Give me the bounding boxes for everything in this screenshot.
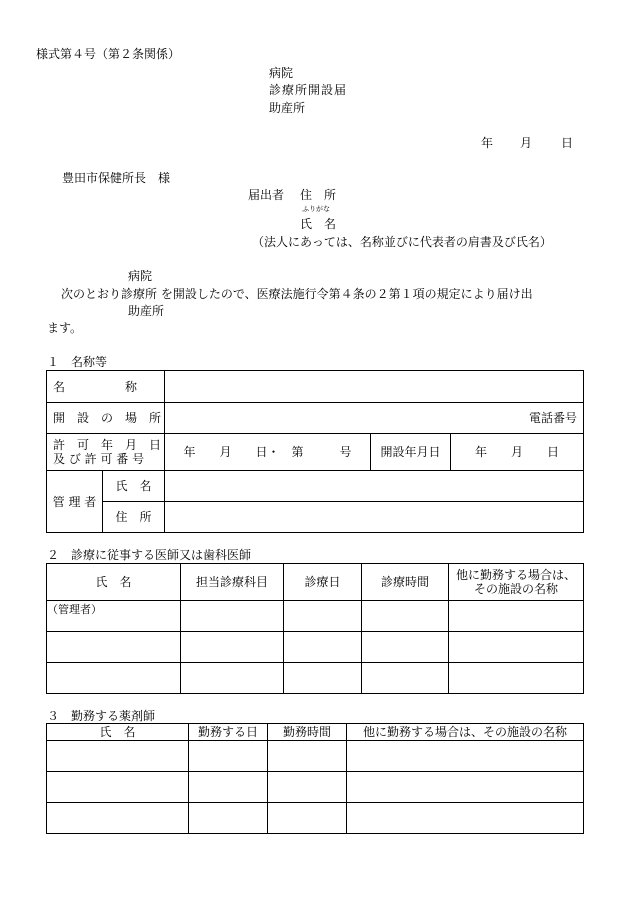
section1-table — [46, 370, 584, 533]
doc-title-clinic: 診療所開設届 — [269, 83, 348, 97]
table-cell[interactable] — [347, 741, 584, 772]
table-cell[interactable] — [181, 601, 284, 632]
table-cell[interactable] — [181, 632, 284, 663]
table-cell[interactable] — [189, 772, 268, 803]
section2-table — [46, 563, 584, 694]
opening-date-label: 開設年月日 — [380, 445, 441, 459]
header-work-hours: 勤務時間 — [268, 724, 347, 741]
applicant-label: 届出者 — [248, 188, 285, 202]
manager-address-label-cell — [103, 502, 165, 533]
date-year: 年 — [481, 136, 494, 150]
table-cell[interactable] — [347, 772, 584, 803]
opening-date: 年 月 日 — [475, 445, 560, 459]
manager-label-cell — [47, 471, 103, 533]
date-month: 月 — [520, 136, 533, 150]
header-other-facility: 他に勤務する場合は、その施設の名称 — [347, 724, 584, 741]
manager-label: 管 理 者 — [52, 494, 97, 509]
phone-label: 電話番号 — [529, 411, 578, 425]
table-cell[interactable] — [189, 741, 268, 772]
table-cell[interactable] — [449, 601, 584, 632]
doc-title-hospital: 病院 — [269, 66, 294, 80]
doc-title-midwife: 助産所 — [269, 101, 306, 115]
manager-note: （管理者） — [47, 603, 102, 616]
body-line2: ます。 — [47, 321, 83, 335]
table-cell[interactable] — [362, 601, 449, 632]
section1-heading: １ 名称等 — [47, 355, 108, 369]
permit-label-line1: 許 可 年 月 日 — [53, 438, 162, 452]
location-value-cell[interactable] — [165, 403, 584, 434]
header-other-facility: 他に勤務する場合は、 その施設の名称 — [449, 564, 584, 601]
section3-heading: ３ 勤務する薬剤師 — [47, 709, 156, 723]
section3-table — [46, 723, 584, 834]
table-cell[interactable] — [268, 803, 347, 834]
table-cell[interactable] — [449, 663, 584, 694]
permit-label-line2: 及 び 許 可 番 号 — [53, 452, 145, 466]
body-line1: 次のとおり診療所 を開設したので、医療法施行令第４条の２第１項の規定により届け出 — [61, 287, 533, 301]
table-cell[interactable] — [47, 632, 181, 663]
header-doctor-name: 氏 名 — [47, 564, 181, 601]
table-cell[interactable] — [268, 741, 347, 772]
opening-date-label-cell — [371, 434, 451, 471]
table-cell[interactable] — [347, 803, 584, 834]
permit-value-cell[interactable] — [165, 434, 371, 471]
applicant-name-label: 氏 名 — [300, 217, 337, 231]
section2-heading: ２ 診療に従事する医師又は歯科医師 — [47, 548, 252, 562]
table-cell[interactable] — [47, 772, 189, 803]
table-row-manager-name[interactable] — [47, 601, 181, 632]
location-label: 開 設 の 場 所 — [53, 411, 162, 425]
table-cell[interactable] — [181, 663, 284, 694]
permit-date: 年 月 日・ 第 号 — [183, 445, 352, 459]
header-department: 担当診療科目 — [181, 564, 284, 601]
table-cell[interactable] — [284, 601, 362, 632]
table-cell[interactable] — [268, 772, 347, 803]
header-pharmacist-name: 氏 名 — [47, 724, 189, 741]
table-cell[interactable] — [449, 632, 584, 663]
header-clinic-hours: 診療時間 — [362, 564, 449, 601]
table-cell[interactable] — [284, 663, 362, 694]
manager-name-label-cell — [103, 471, 165, 502]
header-clinic-day: 診療日 — [284, 564, 362, 601]
applicant-note: （法人にあっては、名称並びに代表者の肩書及び氏名） — [252, 235, 552, 249]
table-cell[interactable] — [47, 803, 189, 834]
manager-name-value-cell[interactable] — [165, 471, 584, 502]
table-cell[interactable] — [362, 663, 449, 694]
applicant-address-label: 住 所 — [300, 188, 337, 202]
form-number: 様式第４号（第２条関係） — [36, 47, 181, 61]
permit-label-cell — [47, 434, 165, 471]
furigana-label: ふりがな — [302, 205, 330, 213]
body-midwife: 助産所 — [128, 304, 165, 318]
name-label-cell — [47, 371, 165, 403]
table-cell[interactable] — [189, 803, 268, 834]
table-cell[interactable] — [284, 632, 362, 663]
opening-date-cell[interactable] — [451, 434, 584, 471]
name-value-cell[interactable] — [165, 371, 584, 403]
manager-address-value-cell[interactable] — [165, 502, 584, 533]
body-hospital: 病院 — [128, 269, 153, 283]
date-day: 日 — [561, 136, 574, 150]
manager-name-label: 氏 名 — [115, 479, 152, 493]
table-cell[interactable] — [47, 741, 189, 772]
table-cell[interactable] — [362, 632, 449, 663]
name-label: 名 称 — [53, 379, 138, 394]
header-work-day: 勤務する日 — [189, 724, 268, 741]
table-cell[interactable] — [47, 663, 181, 694]
addressee: 豊田市保健所長 様 — [62, 171, 171, 185]
manager-address-label: 住 所 — [115, 510, 152, 524]
location-label-cell — [47, 403, 165, 434]
